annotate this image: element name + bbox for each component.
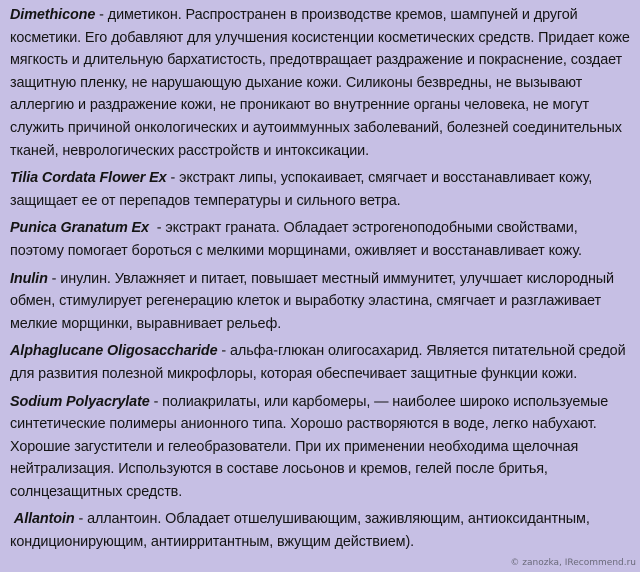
ingredient-description: полиакрилаты, или карбомеры, — наиболее широко используемые синтетические полимеры анионного типа. Хорошо растворяются в воде, легко набухают. Хорошие загустители и гелеобразователи. При их применении необходима щелочная нейтрализация. Используются в составе лосьонов и кремов, гелей после бритья, солнцезащитных средств. [10, 393, 609, 500]
ingredient-term: Tilia Cordata Flower Ex [10, 170, 167, 187]
ingredient-entry [10, 217, 634, 262]
ingredient-description: альфа-глюкан олигосахарид. Является питательной средой для развития полезной микрофлоры, которая обеспечивает защитные функции кожи. [10, 343, 626, 382]
ingredient-term: Allantoin [13, 511, 75, 528]
ingredient-term: Alphaglucane Oligosaccharide [10, 343, 218, 360]
ingredient-separator: - [166, 170, 180, 187]
ingredient-entry [10, 340, 634, 385]
ingredient-entry [10, 391, 634, 504]
ingredient-entry [10, 167, 634, 212]
ingredient-separator: - [95, 7, 108, 23]
ingredient-entry [10, 4, 634, 162]
ingredient-description: экстракт граната. Обладает эстрогеноподобными свойствами, поэтому помогает бороться с мелкими морщинами, оживляет и восстанавливает кожу. [10, 220, 582, 259]
ingredient-description: инулин. Увлажняет и питает, повышает местный иммунитет, улучшает кислородный обмен, стимулирует регенерацию клеток и выработку эластина, смягчает и разглаживает мелкие морщинки, выравнивает рельеф. [10, 270, 614, 332]
ingredient-list [10, 4, 634, 559]
ingredient-entry [10, 268, 634, 336]
ingredient-separator: - [74, 511, 88, 528]
ingredient-description: аллантоин. Обладает отшелушивающим, заживляющим, антиоксидантным, кондиционирующим, антиирритантным, вжущим действием). [10, 511, 590, 551]
ingredient-term: Inulin [10, 270, 48, 287]
ingredient-separator: - [148, 220, 166, 237]
ingredient-description: диметикон. Распространен в производстве кремов, шампуней и другой косметики. Его добавляют для улучшения косистенции косметических средств. Придает коже мягкость и длительную бархатистость, предотвращает раздражение и покраснение, создает защитную пленку, не нарушающую дыхание кожи. Силиконы безвредны, не вызывают аллергию и раздражение кожи, не проникают во внутренние органы человека, не могут служить причиной онкологических и аутоиммунных заболеваний, болезней соединительных тканей, неврологических расстройств и интоксикации. [10, 7, 630, 159]
ingredient-term: Dimethicone [10, 7, 96, 23]
ingredient-description: экстракт липы, успокаивает, смягчает и восстанавливает кожу, защищает ее от перепадов температуры и сильного ветра. [10, 170, 593, 209]
ingredient-separator: - [149, 393, 163, 410]
ingredient-separator: - [47, 270, 61, 287]
ingredient-term: Punica Granatum Ex [10, 220, 149, 237]
ingredient-term: Sodium Polyacrylate [10, 393, 150, 410]
watermark: © zanozka, IRecommend.ru [510, 558, 636, 568]
ingredient-separator: - [217, 343, 231, 360]
ingredient-entry [10, 508, 634, 553]
